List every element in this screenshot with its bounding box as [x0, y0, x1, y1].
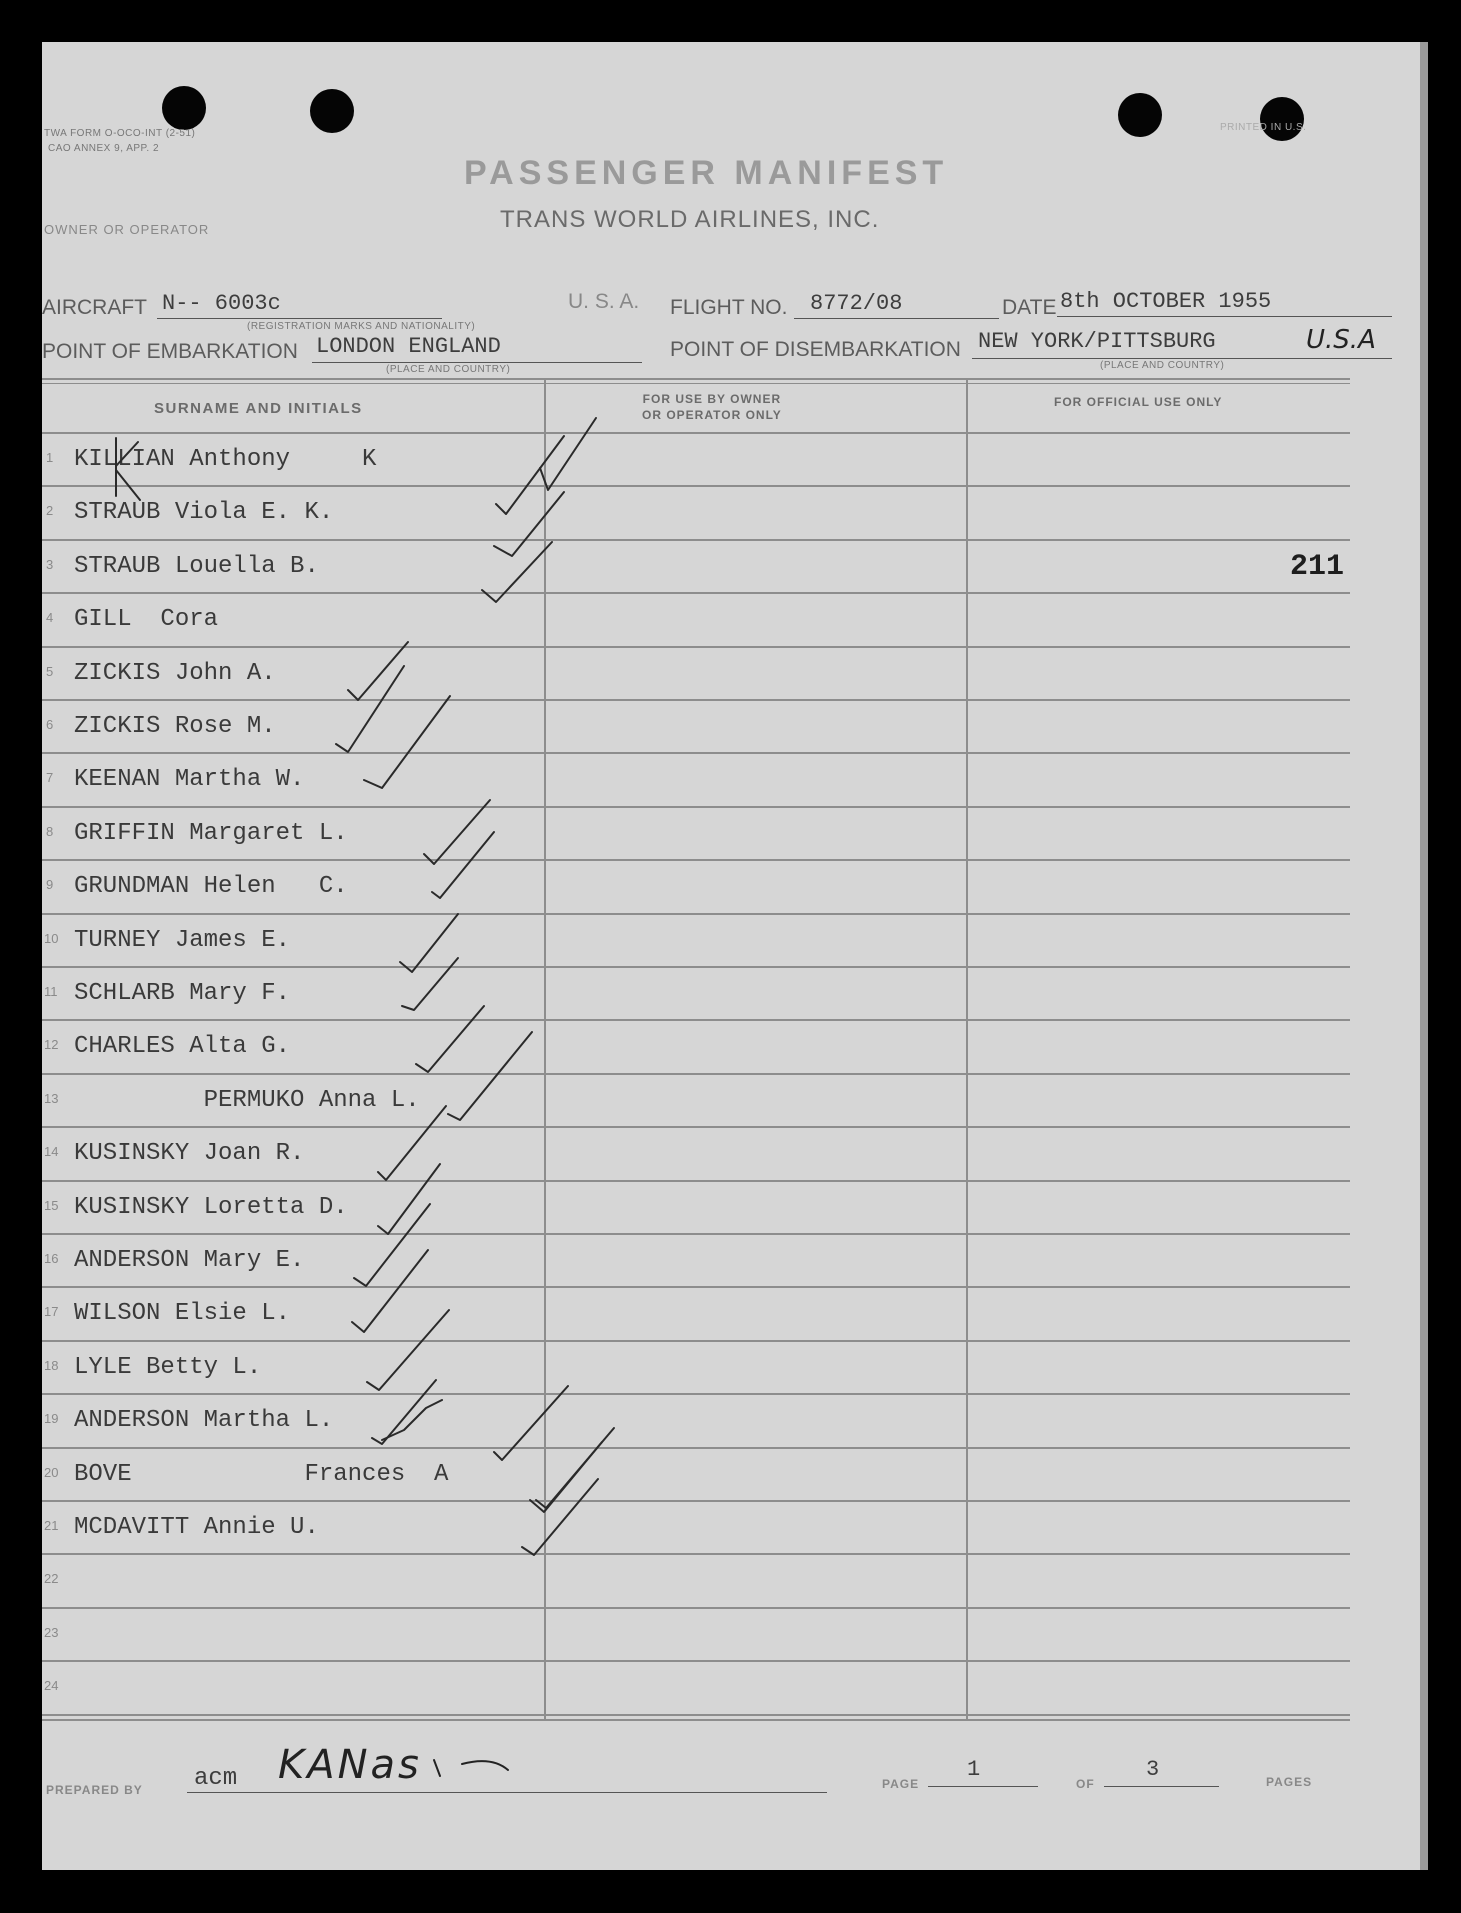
passenger-name: SCHLARB Mary F.: [74, 980, 291, 1007]
row-number: 4: [46, 610, 54, 626]
page-title: PASSENGER MANIFEST: [464, 154, 949, 192]
row-number: 17: [44, 1304, 59, 1320]
row-divider: [42, 699, 1350, 701]
row-number: 3: [46, 556, 54, 572]
row-divider: [42, 1607, 1350, 1609]
aircraft-label: AIRCRAFT: [42, 296, 147, 319]
flight-no-value: 8772/08: [810, 291, 903, 316]
passenger-name: MCDAVITT Annie U.: [74, 1514, 319, 1541]
row-divider: [42, 1553, 1350, 1555]
prepared-by-label: PREPARED BY: [46, 1783, 143, 1797]
passenger-name: KUSINSKY Loretta D.: [74, 1193, 348, 1221]
row-divider: [42, 1714, 1350, 1716]
aircraft-value: N-- 6003c: [162, 291, 281, 316]
punch-hole: [310, 89, 354, 133]
row-number: 10: [44, 930, 59, 946]
row-divider: [42, 1233, 1350, 1235]
row-number: 6: [46, 717, 54, 732]
passenger-name: CHARLES Alta G.: [74, 1033, 291, 1061]
row-divider: [42, 859, 1350, 861]
passenger-name: ZICKIS Rose M.: [74, 713, 276, 740]
disembarkation-value: NEW YORK/PITTSBURG: [978, 329, 1216, 354]
passenger-name: KILLIAN Anthony K: [74, 446, 377, 473]
place-note: (PLACE AND COUNTRY): [386, 364, 511, 375]
row-divider: [42, 1393, 1350, 1395]
row-number: 23: [44, 1624, 59, 1640]
row-divider: [42, 1286, 1350, 1288]
row-divider: [42, 485, 1350, 487]
official-note: 211: [1290, 550, 1345, 584]
row-number: 8: [46, 823, 54, 839]
embarkation-value: LONDON ENGLAND: [316, 334, 501, 359]
page-label: PAGE: [882, 1777, 920, 1791]
punch-hole: [1118, 93, 1162, 137]
row-divider: [42, 1660, 1350, 1662]
passenger-name: GILL Cora: [74, 606, 219, 634]
place-note: (PLACE AND COUNTRY): [1100, 360, 1225, 371]
passenger-name: ZICKIS John A.: [74, 659, 276, 687]
passenger-name: STRAUB Louella B.: [74, 552, 319, 580]
date-label: DATE: [1002, 296, 1057, 319]
passenger-name: ANDERSON Martha L.: [74, 1407, 334, 1435]
flight-no-label: FLIGHT NO.: [670, 296, 788, 319]
row-number: 19: [44, 1411, 59, 1427]
row-divider: [42, 539, 1350, 541]
column-header-official: FOR OFFICIAL USE ONLY: [1054, 395, 1223, 409]
row-divider: [42, 806, 1350, 808]
row-number: 12: [44, 1037, 59, 1053]
disembarkation-label: POINT OF DISEMBARKATION: [670, 338, 961, 361]
row-number: 18: [44, 1357, 59, 1373]
manifest-sheet: [42, 42, 1428, 1870]
registration-note: (REGISTRATION MARKS AND NATIONALITY): [247, 321, 476, 332]
row-number: 21: [44, 1518, 59, 1533]
row-number: 22: [44, 1571, 59, 1587]
passenger-name: TURNEY James E.: [74, 926, 291, 954]
of-label: OF: [1076, 1777, 1095, 1791]
punch-hole: [1260, 97, 1304, 141]
passenger-name: BOVE Frances A: [74, 1460, 449, 1488]
passenger-name: STRAUB Viola E. K.: [74, 499, 334, 527]
row-number: 9: [46, 877, 54, 893]
row-number: 11: [44, 984, 58, 999]
row-number: 7: [46, 770, 54, 786]
disembarkation-handwritten: U.S.A: [1306, 325, 1376, 355]
passenger-name: LYLE Betty L.: [74, 1353, 262, 1381]
row-number: 1: [46, 450, 54, 465]
prepared-by-value: acm: [194, 1765, 238, 1792]
row-number: 14: [44, 1144, 59, 1160]
date-value: 8th OCTOBER 1955: [1060, 289, 1272, 314]
row-divider: [42, 1073, 1350, 1075]
column-header-owner: FOR USE BY OWNER OR OPERATOR ONLY: [642, 392, 782, 422]
row-divider: [42, 1180, 1350, 1182]
airline-name: TRANS WORLD AIRLINES, INC.: [500, 206, 880, 233]
nationality: U. S. A.: [568, 290, 640, 313]
row-number: 24: [44, 1678, 59, 1694]
row-number: 5: [46, 663, 54, 679]
row-divider: [42, 752, 1350, 754]
row-divider: [42, 1447, 1350, 1449]
embarkation-label: POINT OF EMBARKATION: [42, 340, 298, 363]
row-number: 2: [46, 503, 54, 519]
row-number: 16: [44, 1251, 59, 1266]
passenger-name: ANDERSON Mary E.: [74, 1247, 305, 1274]
signature: KANas: [278, 1742, 422, 1788]
row-number: 20: [44, 1464, 59, 1480]
row-divider: [42, 966, 1350, 968]
row-divider: [42, 646, 1350, 648]
row-number: 13: [44, 1090, 59, 1106]
of-value: 3: [1146, 1757, 1160, 1782]
row-divider: [42, 1019, 1350, 1021]
passenger-name: WILSON Elsie L.: [74, 1300, 291, 1328]
owner-operator-label: OWNER OR OPERATOR: [44, 222, 210, 237]
passenger-name: KEENAN Martha W.: [74, 766, 305, 794]
page-value: 1: [967, 1757, 981, 1782]
row-divider: [42, 1126, 1350, 1128]
passenger-name: KUSINSKY Joan R.: [74, 1140, 305, 1168]
row-divider: [42, 1340, 1350, 1342]
pages-label: PAGES: [1266, 1775, 1313, 1789]
passenger-name: PERMUKO Anna L.: [74, 1086, 420, 1114]
row-divider: [42, 1500, 1350, 1502]
row-divider: [42, 913, 1350, 915]
punch-hole: [162, 86, 206, 130]
form-id: TWA FORM O-OCO-INT (2-51): [44, 128, 196, 139]
passenger-name: GRIFFIN Margaret L.: [74, 819, 348, 847]
form-annex: CAO ANNEX 9, APP. 2: [48, 143, 160, 154]
column-header-name: SURNAME AND INITIALS: [154, 400, 363, 417]
row-number: 15: [44, 1197, 59, 1213]
passenger-name: GRUNDMAN Helen C.: [74, 873, 348, 901]
row-divider: [42, 592, 1350, 594]
printed-note: PRINTED IN U.S.: [1220, 122, 1307, 133]
